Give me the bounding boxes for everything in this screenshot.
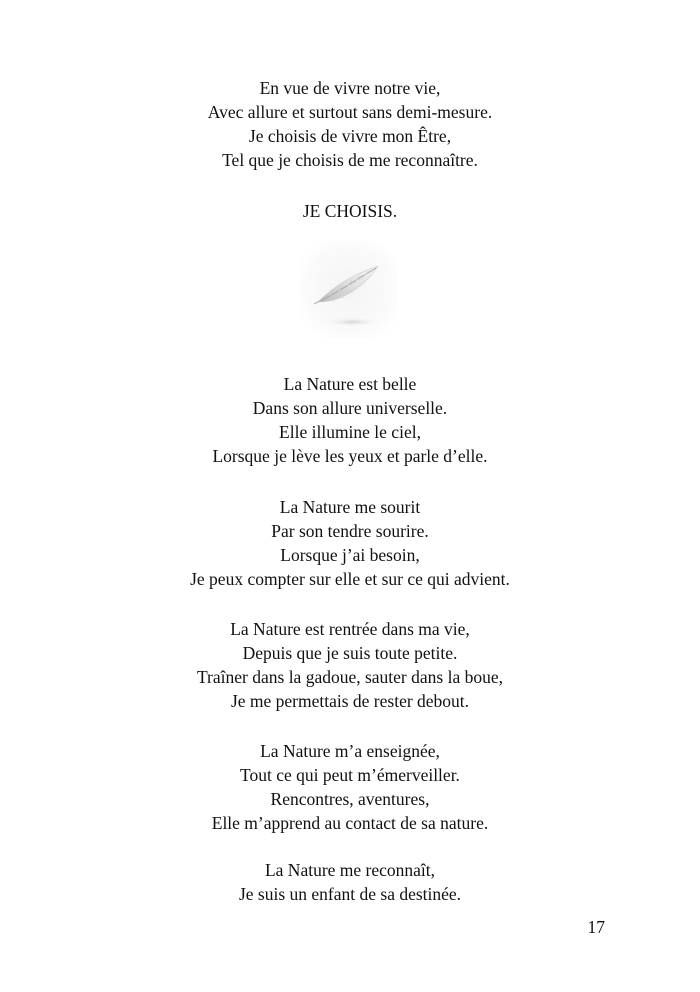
feather-icon [300,240,398,338]
poem-line: Avec allure et surtout sans demi-mesure. [207,102,493,122]
nature-stanza [0,495,700,591]
nature-stanza [0,858,700,906]
poem-line: La Nature me sourit [279,497,421,517]
poem-line: La Nature est rentrée dans ma vie, [230,619,470,639]
poem-line: Tout ce qui peut m’émerveiller. [240,765,460,785]
opening-stanza [0,76,700,172]
poem-line: Dans son allure universelle. [252,398,448,418]
poem-line: Par son tendre sourire. [271,521,429,541]
poem-line: La Nature me reconnaît, [264,860,436,880]
poem-line: Traîner dans la gadoue, sauter dans la boue, [196,667,503,687]
poem-line: Rencontres, aventures, [270,789,430,809]
nature-stanza [0,739,700,835]
poem-line: Depuis que je suis toute petite. [242,643,458,663]
nature-stanza [0,372,700,468]
poem-line: Elle illumine le ciel, [279,422,421,442]
poem-line: Je choisis de vivre mon Être, [248,126,452,146]
nature-stanza [0,617,700,713]
poem-line: Je me permettais de rester debout. [230,691,470,711]
page-number: 17 [587,917,605,937]
poem-line: Lorsque j’ai besoin, [280,545,420,565]
poem-line: Je peux compter sur elle et sur ce qui advient. [190,569,510,589]
poem-line: La Nature est belle [283,374,417,394]
poem-line: La Nature m’a enseignée, [260,741,440,761]
poem-line: Tel que je choisis de me reconnaître. [222,150,478,170]
poem-line: Elle m’apprend au contact de sa nature. [211,813,489,833]
refrain-line: JE CHOISIS. [302,201,398,221]
poem-line: En vue de vivre notre vie, [259,78,441,98]
poem-line: Je suis un enfant de sa destinée. [238,884,462,904]
poem-line: Lorsque je lève les yeux et parle d’elle. [212,446,488,466]
